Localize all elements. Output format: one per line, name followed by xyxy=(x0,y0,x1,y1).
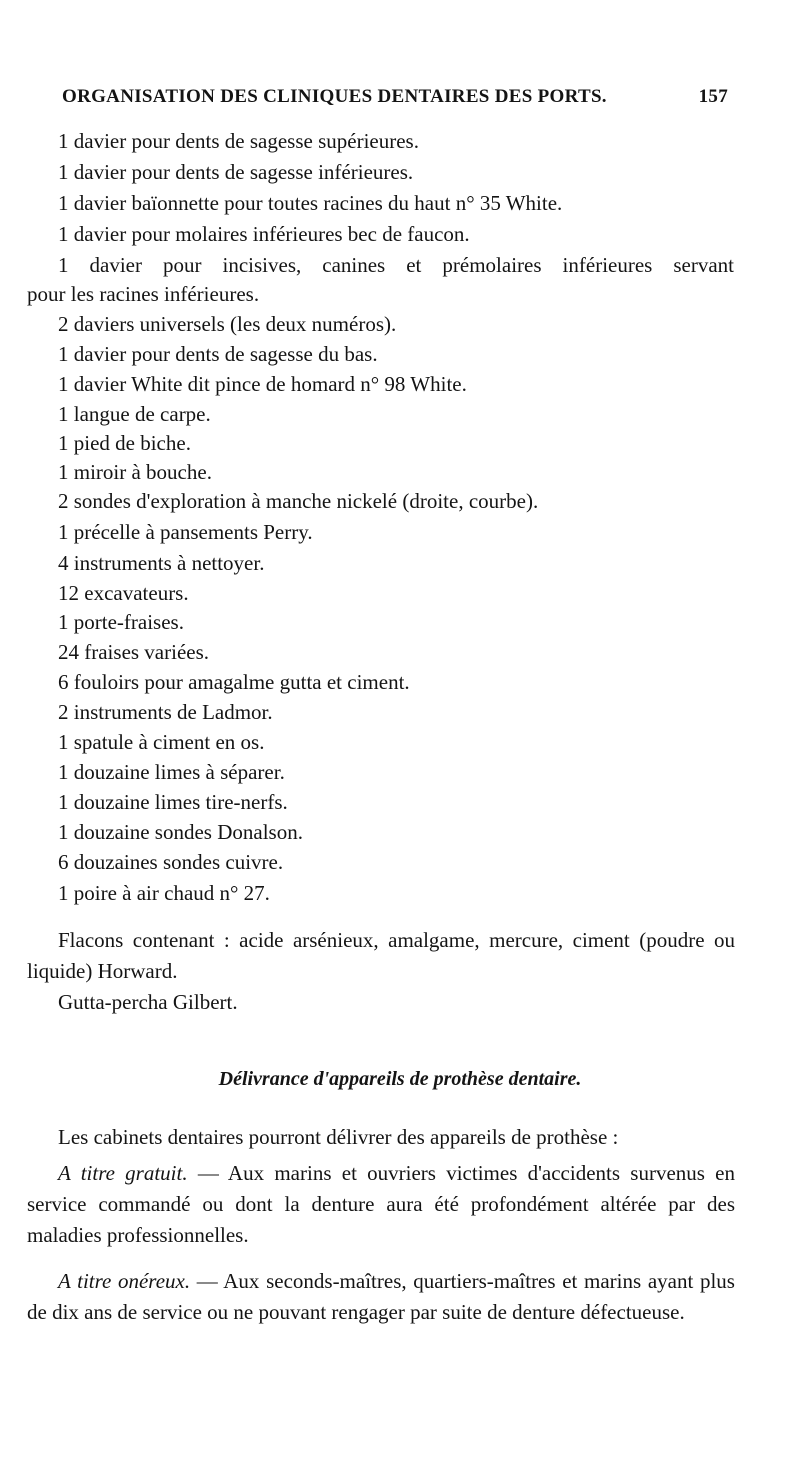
onereux-text: — Aux seconds-maîtres, quartiers-maîtres et marins ayant plus de dix ans de service ou ne pouvant rengager par suite de denture défectueuse. xyxy=(27,1269,735,1324)
list-item: 1 douzaine limes tire-nerfs. xyxy=(58,790,288,814)
list-item: 1 davier pour molaires inférieures bec de faucon. xyxy=(58,222,470,246)
page-number: 157 xyxy=(698,86,728,107)
gratuit-paragraph xyxy=(27,1158,735,1251)
list-item: 1 davier pour dents de sagesse supérieures. xyxy=(58,129,419,153)
onereux-paragraph xyxy=(27,1266,735,1328)
list-item: 1 davier pour incisives, canines et prémolaires inférieures servant xyxy=(58,253,734,277)
list-item: 1 précelle à pansements Perry. xyxy=(58,520,313,544)
list-item: 1 davier pour dents de sagesse du bas. xyxy=(58,342,378,366)
header-title: ORGANISATION DES CLINIQUES DENTAIRES DES PORTS. xyxy=(62,86,607,107)
list-item: 1 miroir à bouche. xyxy=(58,460,212,484)
onereux-label: A titre onéreux. xyxy=(58,1269,191,1293)
list-item: 1 davier pour dents de sagesse inférieures. xyxy=(58,160,414,184)
list-item: 1 pied de biche. xyxy=(58,431,191,455)
list-item: 1 porte-fraises. xyxy=(58,610,184,634)
section-heading: Délivrance d'appareils de prothèse dentaire. xyxy=(218,1068,582,1090)
list-item: 1 poire à air chaud n° 27. xyxy=(58,881,270,905)
list-item: 1 langue de carpe. xyxy=(58,402,211,426)
gratuit-text: — Aux marins et ouvriers victimes d'accidents survenus en service commandé ou dont la denture aura été profondément altérée par des maladies professionnelles. xyxy=(27,1161,736,1247)
list-item: 12 excavateurs. xyxy=(58,581,189,605)
list-item: 2 daviers universels (les deux numéros). xyxy=(58,312,397,336)
list-item: 6 fouloirs pour amagalme gutta et ciment. xyxy=(58,670,410,694)
list-item: 1 davier White dit pince de homard n° 98 White. xyxy=(58,372,467,396)
list-item: 1 spatule à ciment en os. xyxy=(58,730,265,754)
list-item: 2 instruments de Ladmor. xyxy=(58,700,273,724)
intro-paragraph: Les cabinets dentaires pourront délivrer des appareils de prothèse : xyxy=(58,1125,619,1149)
list-item: 6 douzaines sondes cuivre. xyxy=(58,850,284,874)
list-item: 24 fraises variées. xyxy=(58,640,210,664)
flacons-paragraph: Flacons contenant : acide arsénieux, amalgame, mercure, ciment (poudre ou liquide) Horward. xyxy=(27,928,735,983)
list-item: 1 douzaine sondes Donalson. xyxy=(58,820,303,844)
list-item: 1 douzaine limes à séparer. xyxy=(58,760,285,784)
list-item: 2 sondes d'exploration à manche nickelé (droite, courbe). xyxy=(58,489,539,513)
list-item: 4 instruments à nettoyer. xyxy=(58,551,265,575)
list-item: 1 davier baïonnette pour toutes racines du haut n° 35 White. xyxy=(58,191,563,215)
list-item-continuation: pour les racines inférieures. xyxy=(27,282,260,306)
gutta-percha-line: Gutta-percha Gilbert. xyxy=(58,990,238,1014)
gratuit-label: A titre gratuit. xyxy=(58,1161,188,1185)
